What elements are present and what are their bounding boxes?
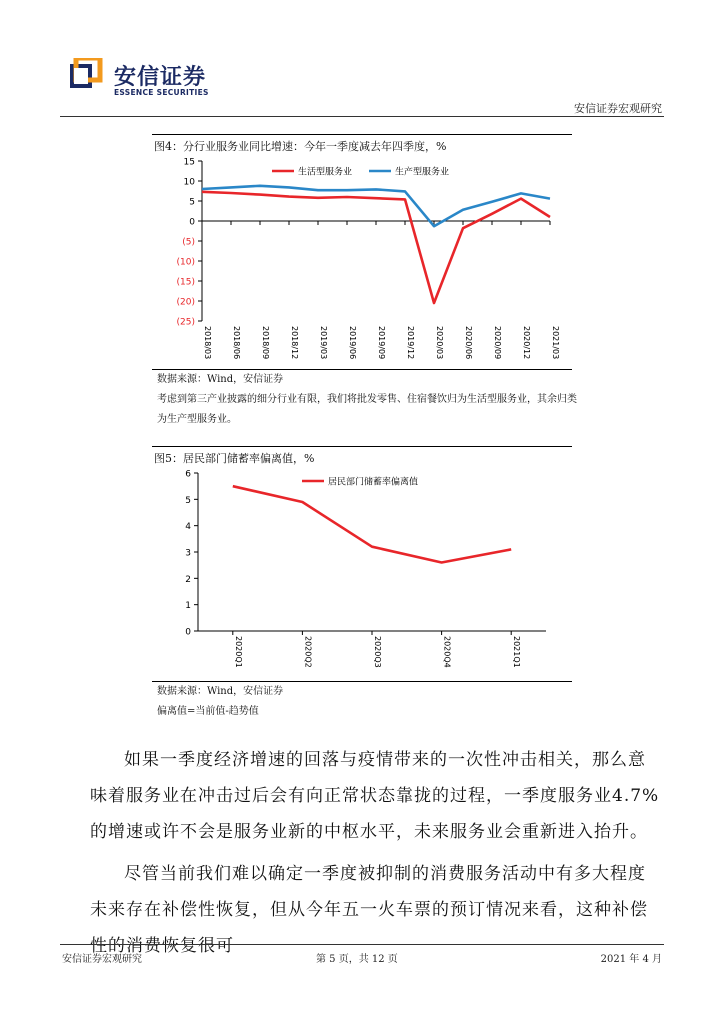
y-tick-label: 1 xyxy=(185,601,191,612)
logo-text-en: ESSENCE SECURITIES xyxy=(114,88,209,97)
x-tick-label: 2020Q1 xyxy=(233,636,243,668)
legend-label: 居民部门储蓄率偏离值 xyxy=(328,477,419,488)
y-tick-label: 4 xyxy=(185,522,191,533)
x-tick-label: 2020Q4 xyxy=(442,636,452,668)
body-text xyxy=(90,742,660,964)
y-tick-label: (25) xyxy=(176,317,195,328)
header-divider xyxy=(60,116,664,117)
y-tick-label: 5 xyxy=(185,495,191,506)
footer-date: 2021 年 4 月 xyxy=(600,954,662,965)
y-tick-label: 5 xyxy=(189,197,195,208)
y-tick-label: (20) xyxy=(176,297,195,308)
legend-label: 生活型服务业 xyxy=(298,167,353,178)
company-logo xyxy=(70,58,230,102)
body-paragraph-1: 如果一季度经济增速的回落与疫情带来的一次性冲击相关，那么意味着服务业在冲击过后会有向正常状态靠拢的过程，一季度服务业4.7%的增速或许不会是服务业新的中枢水平，未来服务业会重新进入抬升。 xyxy=(90,750,660,842)
y-tick-label: 10 xyxy=(183,177,195,188)
x-tick-label: 2020Q2 xyxy=(303,636,313,668)
x-tick-label: 2020/12 xyxy=(522,326,531,360)
x-tick-label: 2019/09 xyxy=(377,326,386,360)
x-tick-label: 2021/03 xyxy=(551,326,560,360)
logo-text-cn: 安信证券 xyxy=(114,65,207,90)
y-tick-label: 0 xyxy=(189,217,195,228)
y-tick-label: 2 xyxy=(185,574,191,585)
figure5-note: 偏离值=当前值-趋势值 xyxy=(157,706,259,717)
y-tick-label: 15 xyxy=(183,157,195,168)
figure5-title: 图5：居民部门储蓄率偏离值，% xyxy=(154,452,315,465)
footer-page-number: 第 5 页，共 12 页 xyxy=(316,954,398,965)
series-line-2 xyxy=(202,186,550,226)
logo-mark-icon xyxy=(70,58,104,92)
y-tick-label: 0 xyxy=(185,627,191,638)
figure4-source: 数据来源：Wind，安信证券 xyxy=(157,374,284,385)
y-tick-label: (10) xyxy=(176,257,195,268)
figure5-chart xyxy=(152,466,572,678)
figure4-note: 考虑到第三产业披露的细分行业有限，我们将批发零售、住宿餐饮归为生活型服务业，其余归类为生产型服务业。 xyxy=(157,394,577,425)
figure4-title: 图4：分行业服务业同比增速：今年一季度减去年四季度，% xyxy=(154,140,447,153)
legend-label: 生产型服务业 xyxy=(395,167,450,178)
x-tick-label: 2018/03 xyxy=(203,326,212,360)
y-tick-label: (5) xyxy=(182,237,195,248)
y-tick-label: 3 xyxy=(185,548,191,559)
series-line-1 xyxy=(233,486,511,562)
x-tick-label: 2019/03 xyxy=(319,326,328,360)
x-tick-label: 2021Q1 xyxy=(512,636,522,668)
x-tick-label: 2020Q3 xyxy=(373,636,382,668)
footer-divider xyxy=(60,944,664,945)
x-tick-label: 2018/06 xyxy=(232,326,241,360)
x-tick-label: 2018/12 xyxy=(290,326,299,360)
x-tick-label: 2018/09 xyxy=(261,326,270,360)
y-tick-label: 6 xyxy=(185,469,191,480)
x-tick-label: 2020/09 xyxy=(493,326,502,360)
header-title: 安信证券宏观研究 xyxy=(574,102,662,115)
footer-left: 安信证券宏观研究 xyxy=(62,954,142,965)
x-tick-label: 2019/06 xyxy=(348,326,357,360)
y-tick-label: (15) xyxy=(176,277,195,288)
x-tick-label: 2019/12 xyxy=(406,326,415,360)
figure5-source: 数据来源：Wind，安信证券 xyxy=(157,686,284,697)
body-paragraph-2: 尽管当前我们难以确定一季度被抑制的消费服务活动中有多大程度未来存在补偿性恢复，但从今年五一火车票的预订情况来看，这种补偿性的消费恢复很可 xyxy=(90,864,648,956)
x-tick-label: 2020/06 xyxy=(464,326,473,360)
figure4-chart xyxy=(152,152,572,364)
series-line-1 xyxy=(202,192,550,303)
x-tick-label: 2020/03 xyxy=(435,326,444,360)
